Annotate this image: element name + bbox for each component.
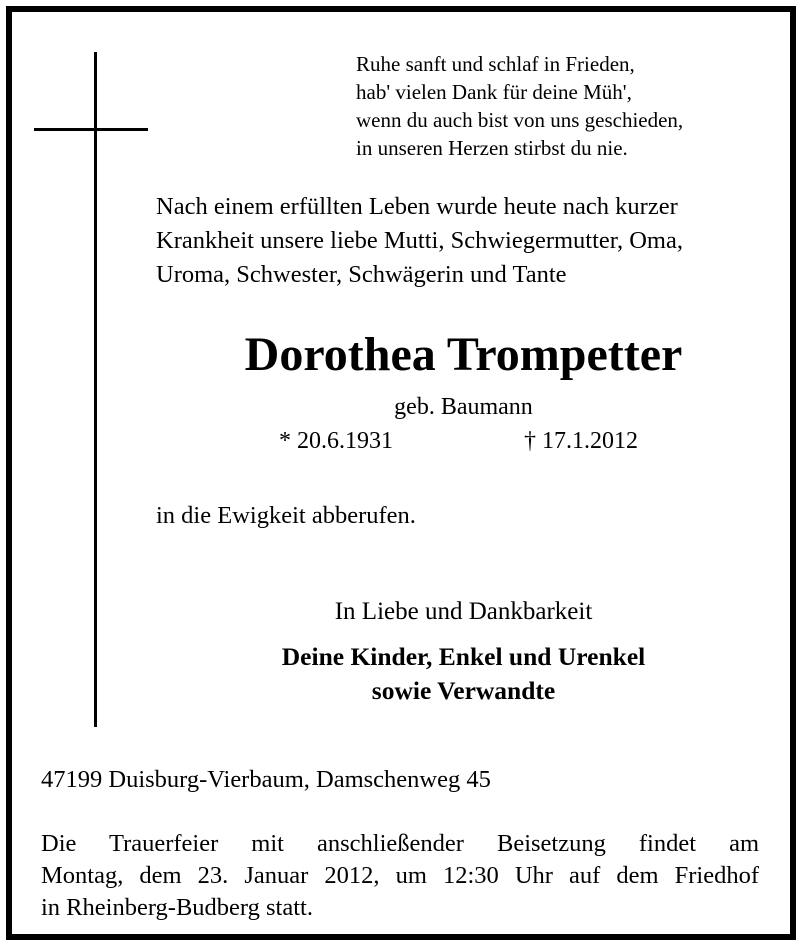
intro-line: Krankheit unsere liebe Mutti, Schwiegermutter, Oma, xyxy=(156,227,683,254)
mourners xyxy=(12,640,790,708)
cross-horizontal-bar xyxy=(34,128,148,131)
verse-line: wenn du auch bist von uns geschieden, xyxy=(356,108,684,132)
intro-line: Uroma, Schwester, Schwägerin und Tante xyxy=(156,261,567,288)
called-to-eternity-text: in die Ewigkeit abberufen. xyxy=(156,502,416,529)
funeral-line: Montag, dem 23. Januar 2012, um 12:30 Uhr auf dem Friedhof xyxy=(41,862,759,889)
funeral-line: Die Trauerfeier mit anschließender Beisetzung findet am xyxy=(41,830,759,857)
death-date: † 17.1.2012 xyxy=(524,428,638,454)
birth-date: * 20.6.1931 xyxy=(279,428,393,454)
intro-text xyxy=(156,190,776,292)
signoff-phrase: In Liebe und Dankbarkeit xyxy=(334,598,593,625)
memorial-verse xyxy=(356,50,683,162)
mourners-line: sowie Verwandte xyxy=(371,676,556,705)
verse-line: in unseren Herzen stirbst du nie. xyxy=(356,136,628,160)
mourners-address: 47199 Duisburg-Vierbaum, Damschenweg 45 xyxy=(41,766,491,793)
verse-line: hab' vielen Dank für deine Müh', xyxy=(356,80,632,104)
mourners-line: Deine Kinder, Enkel und Urenkel xyxy=(281,642,646,671)
obituary-frame xyxy=(6,6,796,940)
verse-line: Ruhe sanft und schlaf in Frieden, xyxy=(356,52,635,76)
maiden-name: geb. Baumann xyxy=(394,394,533,420)
funeral-line: in Rheinberg-Budberg statt. xyxy=(41,894,313,921)
intro-line: Nach einem erfüllten Leben wurde heute nach kurzer xyxy=(156,193,678,220)
deceased-name: Dorothea Trompetter xyxy=(244,328,683,381)
funeral-notice xyxy=(41,828,759,924)
